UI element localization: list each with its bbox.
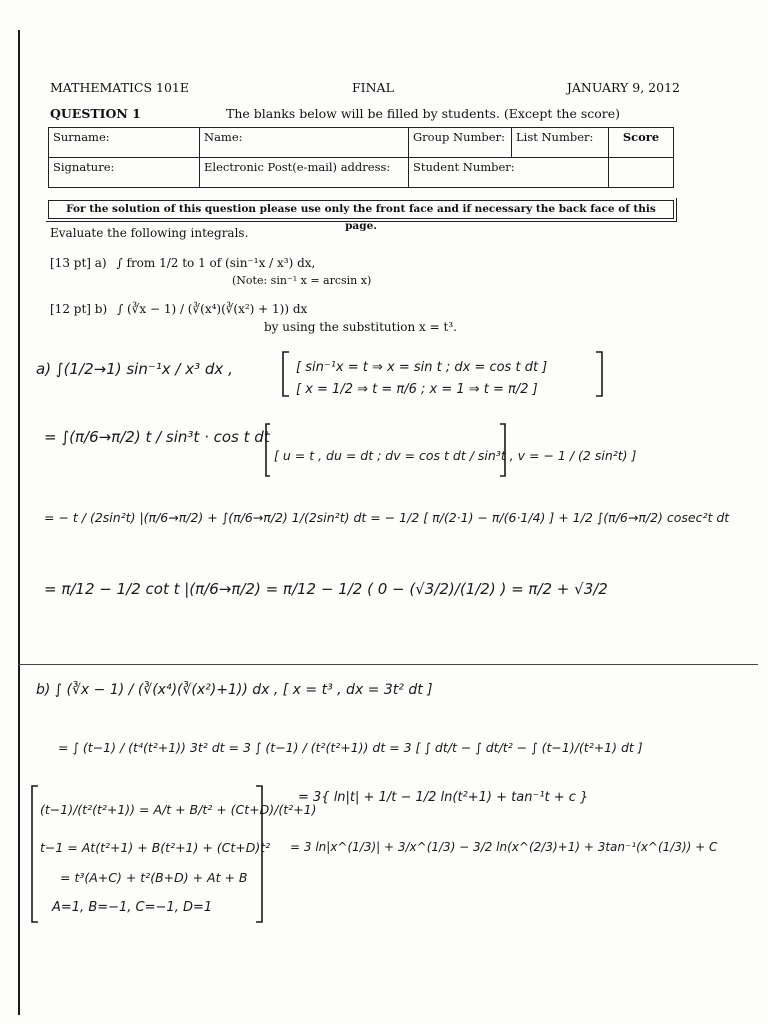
part-b-integral: ∫ (∛x − 1) / (∛(x⁴)(∛(x²) + 1)) dx — [116, 302, 308, 316]
solution-b-line3: = 3{ ln|t| + 1/t − 1/2 ln(t²+1) + tan⁻¹t + c } — [298, 790, 589, 805]
solution-a-parts: [ u = t , du = dt ; dv = cos t dt / sin³t , v = − 1 / (2 sin²t) ] — [274, 448, 637, 463]
part-b-hint: by using the substitution x = t³. — [264, 320, 457, 334]
email-field[interactable]: Electronic Post(e-mail) address: — [200, 158, 409, 188]
list-number-field[interactable]: List Number: — [512, 128, 609, 158]
part-a-integral: ∫ from 1/2 to 1 of (sin⁻¹x / x³) dx, — [116, 256, 316, 270]
course-code: MATHEMATICS 101E — [50, 80, 190, 95]
bracket-pf-left — [32, 786, 38, 922]
question-title: QUESTION 1 — [50, 106, 141, 121]
signature-field[interactable]: Signature: — [49, 158, 200, 188]
group-number-field[interactable]: Group Number: — [409, 128, 512, 158]
exam-date: JANUARY 9, 2012 — [566, 80, 680, 95]
bracket-pf-right — [256, 786, 262, 922]
partial-fraction-setup: (t−1)/(t²(t²+1)) = A/t + B/t² + (Ct+D)/(t²+1) — [40, 802, 317, 817]
name-field[interactable]: Name: — [200, 128, 409, 158]
solution-b-line4: = 3 ln|x^(1/3)| + 3/x^(1/3) − 3/2 ln(x^(2/3)+1) + 3tan⁻¹(x^(1/3)) + C — [290, 840, 718, 854]
student-number-field[interactable]: Student Number: — [409, 158, 609, 188]
bracket-parts-right — [500, 424, 505, 476]
solution-a-line4: = π/12 − 1/2 cot t |(π/6→π/2) = π/12 − 1/2 ( 0 − (√3/2)/(1/2) ) = π/2 + √3/2 — [44, 580, 608, 598]
partial-fraction-coefficients: A=1, B=−1, C=−1, D=1 — [52, 900, 213, 915]
prompt-text: Evaluate the following integrals. — [50, 226, 249, 240]
score-field: Score — [609, 128, 674, 158]
bracket-a-sub-left — [283, 352, 289, 396]
solution-a-line3: = − t / (2sin²t) |(π/6→π/2) + ∫(π/6→π/2) 1/(2sin²t) dt = − 1/2 [ π/(2·1) − π/(6·1/4) ] + 1/2 ∫(π/6→π/2) cosec²t dt — [44, 510, 730, 525]
bracket-a-sub-right — [596, 352, 602, 396]
solution-b-line1: b) ∫ (∛x − 1) / (∛(x⁴)(∛(x²)+1)) dx , [ x = t³ , dx = 3t² dt ] — [36, 682, 433, 698]
surname-field[interactable]: Surname: — [49, 128, 200, 158]
part-b-points: [12 pt] b) — [50, 302, 108, 316]
part-a-note: (Note: sin⁻¹ x = arcsin x) — [232, 274, 372, 287]
question-instructions: The blanks below will be filled by students. (Except the score) — [226, 106, 621, 121]
part-a-points: [13 pt] a) — [50, 256, 107, 270]
partial-fraction-expanded: = t³(A+C) + t²(B+D) + At + B — [60, 870, 248, 885]
partial-fraction-identity: t−1 = At(t²+1) + B(t²+1) + (Ct+D)t² — [40, 840, 271, 855]
solution-a-line2: = ∫(π/6→π/2) t / sin³t · cos t dt — [44, 428, 270, 446]
solution-b-line2: = ∫ (t−1) / (t⁴(t²+1)) 3t² dt = 3 ∫ (t−1) / (t²(t²+1)) dt = 3 [ ∫ dt/t − ∫ dt/t² − ∫ (t−1)/(t²+1) dt ] — [58, 740, 643, 755]
solution-a-sub2: [ x = 1/2 ⇒ t = π/6 ; x = 1 ⇒ t = π/2 ] — [296, 382, 538, 397]
notice-box: For the solution of this question please use only the front face and if necessary the back face of this page. — [48, 200, 674, 219]
exam-type: FINAL — [352, 80, 394, 95]
solution-a-sub1: [ sin⁻¹x = t ⇒ x = sin t ; dx = cos t dt ] — [296, 360, 548, 375]
bracket-parts-left — [266, 424, 270, 476]
solution-a-line1: a) ∫(1/2→1) sin⁻¹x / x³ dx , — [36, 360, 233, 378]
